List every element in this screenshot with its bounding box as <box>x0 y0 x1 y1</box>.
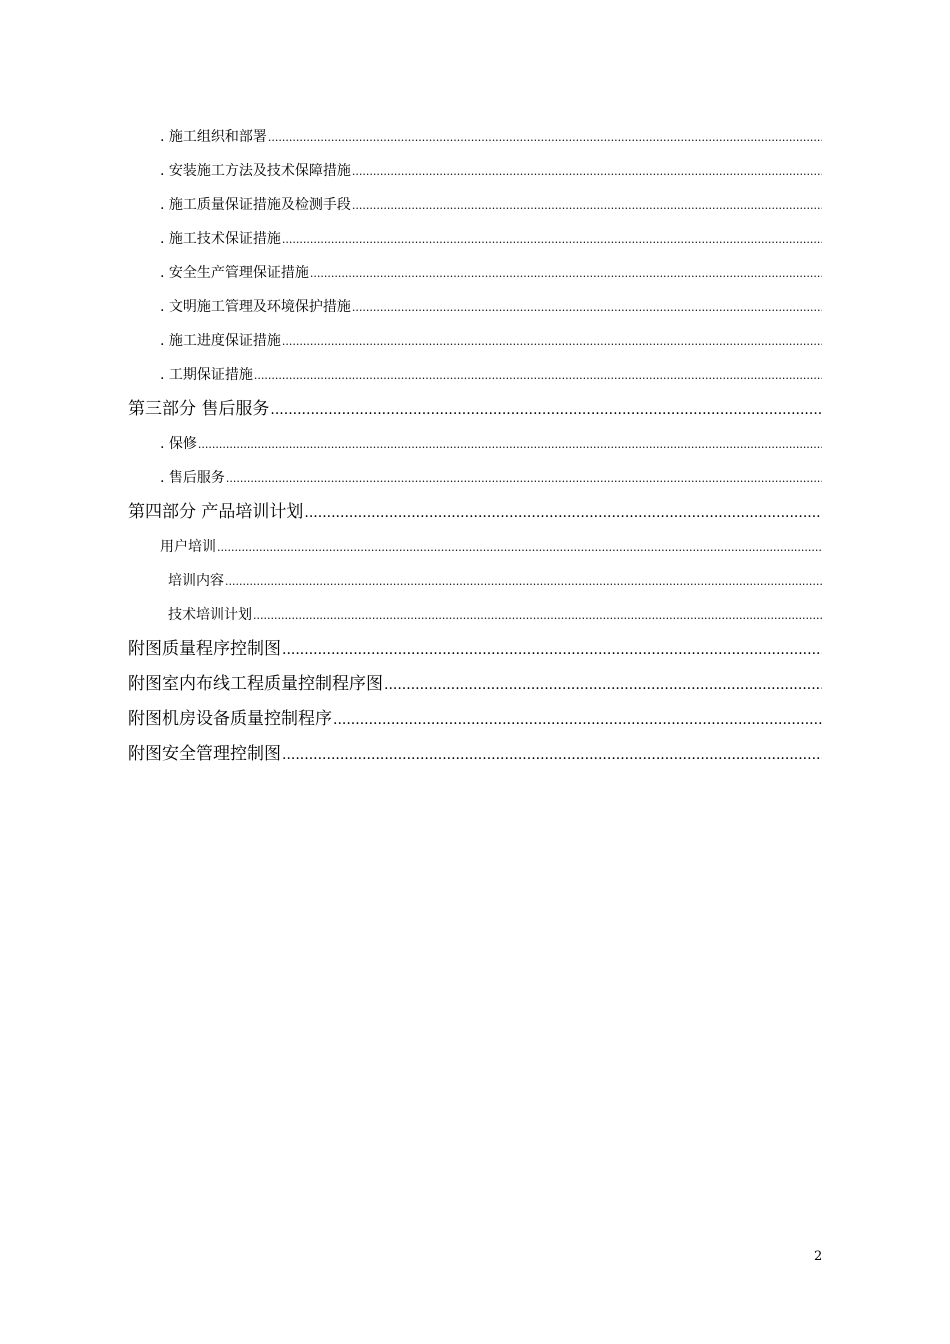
toc-entry-label: 附图质量程序控制图 <box>128 639 281 659</box>
toc-entry-appendix-indoor-wiring[interactable] <box>128 667 822 702</box>
toc-entry-appendix-machine-room[interactable] <box>128 702 822 737</box>
toc-entry-label: . 保修 <box>160 436 197 452</box>
toc-entry-civilized-construction[interactable] <box>128 290 822 324</box>
toc-entry-duration-assurance[interactable] <box>128 358 822 392</box>
toc-dot-leader <box>254 359 822 393</box>
toc-dot-leader <box>268 121 822 155</box>
toc-dot-leader <box>282 223 822 257</box>
toc-dot-leader <box>270 393 822 428</box>
toc-dot-leader <box>352 189 822 223</box>
toc-entry-technical-assurance[interactable] <box>128 222 822 256</box>
toc-entry-user-training[interactable] <box>128 530 822 564</box>
toc-dot-leader <box>352 155 822 189</box>
toc-dot-leader <box>352 291 822 325</box>
toc-entry-label: . 文明施工管理及环境保护措施 <box>160 299 351 315</box>
toc-entry-label: . 施工技术保证措施 <box>160 231 281 247</box>
toc-entry-label: 第三部分 售后服务 <box>128 399 270 419</box>
toc-entry-label: 附图安全管理控制图 <box>128 744 281 764</box>
toc-entry-warranty[interactable] <box>128 427 822 461</box>
toc-entry-appendix-safety-control[interactable] <box>128 737 822 772</box>
toc-entry-label: . 施工质量保证措施及检测手段 <box>160 197 351 213</box>
toc-dot-leader <box>282 738 822 773</box>
toc-entry-appendix-quality-control[interactable] <box>128 632 822 667</box>
toc-entry-label: . 安装施工方法及技术保障措施 <box>160 163 351 179</box>
toc-entry-technical-training-plan[interactable] <box>128 598 822 632</box>
table-of-contents <box>128 120 822 772</box>
toc-entry-schedule-assurance[interactable] <box>128 324 822 358</box>
toc-entry-part-three-after-sales[interactable] <box>128 392 822 427</box>
toc-entry-construction-organization[interactable] <box>128 120 822 154</box>
toc-dot-leader <box>282 325 822 359</box>
toc-dot-leader <box>333 703 822 738</box>
toc-entry-training-content[interactable] <box>128 564 822 598</box>
toc-entry-label: 附图室内布线工程质量控制程序图 <box>128 674 383 694</box>
toc-dot-leader <box>310 257 822 291</box>
toc-entry-after-sales-service[interactable] <box>128 461 822 495</box>
toc-entry-label: . 施工进度保证措施 <box>160 333 281 349</box>
toc-dot-leader <box>225 565 822 599</box>
toc-entry-label: . 工期保证措施 <box>160 367 253 383</box>
toc-dot-leader <box>384 668 822 703</box>
toc-dot-leader <box>253 599 822 633</box>
toc-dot-leader <box>198 428 822 462</box>
toc-dot-leader <box>304 496 822 531</box>
toc-entry-label: 附图机房设备质量控制程序 <box>128 709 332 729</box>
toc-dot-leader <box>217 531 822 565</box>
toc-entry-label: 培训内容 <box>168 573 224 589</box>
toc-entry-label: 第四部分 产品培训计划 <box>128 502 304 522</box>
toc-entry-label: . 售后服务 <box>160 470 225 486</box>
toc-dot-leader <box>226 462 822 496</box>
toc-entry-safety-management[interactable] <box>128 256 822 290</box>
page-number: 2 <box>814 1249 823 1264</box>
toc-entry-label: 用户培训 <box>160 539 216 555</box>
toc-entry-installation-methods[interactable] <box>128 154 822 188</box>
toc-entry-label: . 施工组织和部署 <box>160 129 267 145</box>
toc-entry-part-four-training[interactable] <box>128 495 822 530</box>
toc-entry-label: 技术培训计划 <box>168 607 252 623</box>
toc-entry-quality-assurance[interactable] <box>128 188 822 222</box>
toc-entry-label: . 安全生产管理保证措施 <box>160 265 309 281</box>
toc-dot-leader <box>282 633 822 668</box>
